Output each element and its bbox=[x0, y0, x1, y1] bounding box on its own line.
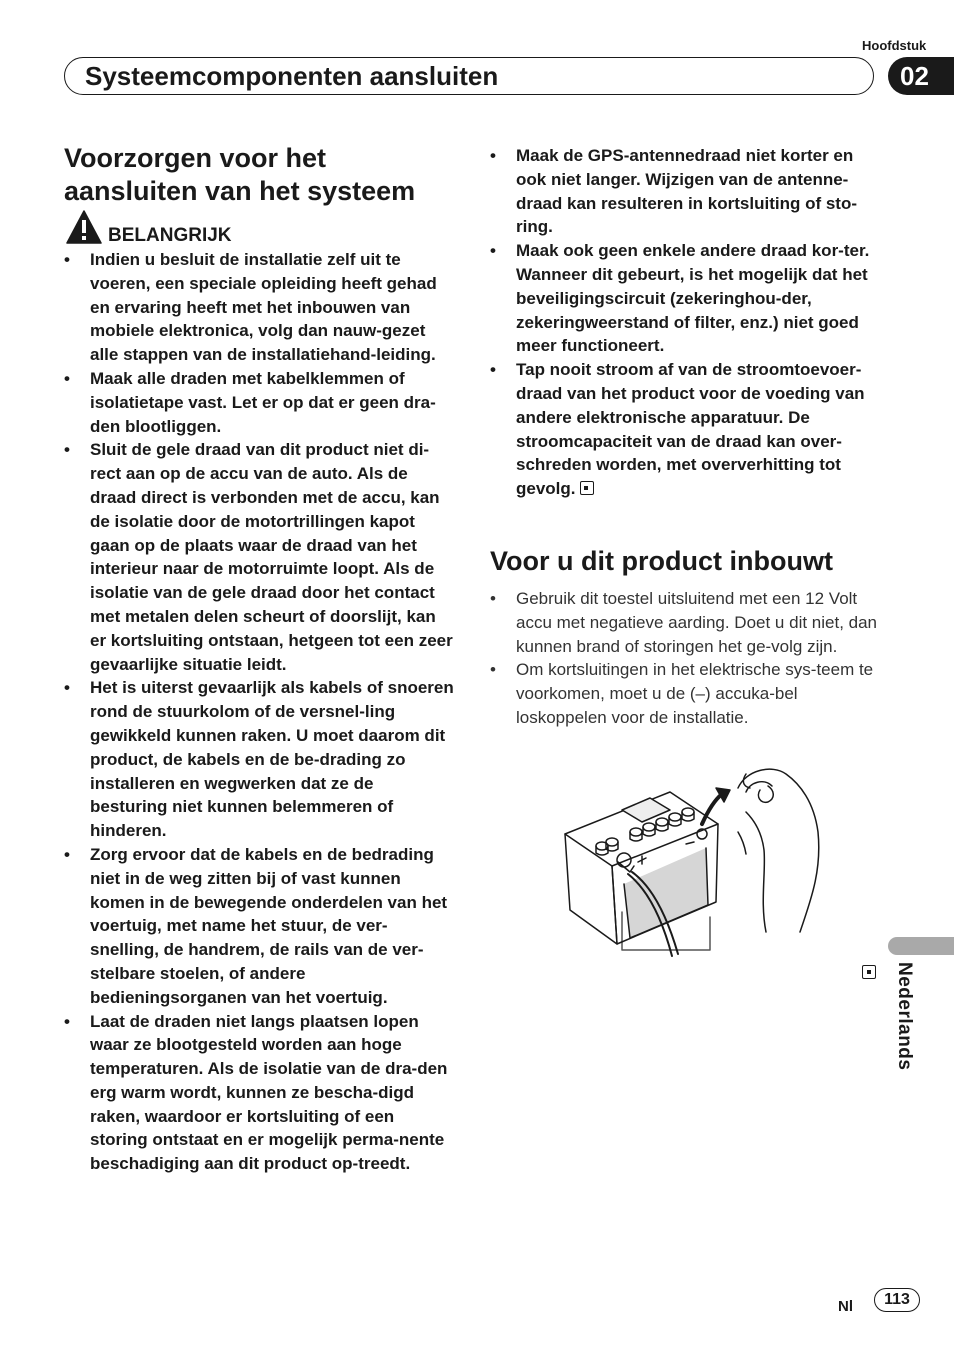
before-install-heading: Voor u dit product inbouwt bbox=[490, 546, 833, 576]
chapter-number: 02 bbox=[900, 61, 929, 91]
list-item bbox=[490, 358, 880, 501]
precautions-list-continued bbox=[490, 144, 880, 501]
warning-triangle-icon bbox=[66, 210, 102, 244]
chapter-label: Hoofdstuk bbox=[862, 38, 927, 53]
list-item: • Het is uiterst gevaarlijk als kabels of snoeren rond de stuurkolom of de versnel-ling gewikkeld kunnen raken. U moet daarom dit product, de kabels en de be-drading zo installeren en wegwerken dat ze de besturing niet kunnen belemmeren of hinderen. bbox=[64, 676, 454, 843]
list-item: • Maak de GPS-antennedraad niet korter en ook niet langer. Wijzigen van de antenne-draad kan resulteren in kortsluiting of sto-ring. bbox=[490, 144, 880, 239]
list-item: • Gebruik dit toestel uitsluitend met een 12 Volt accu met negatieve aarding. Doet u dit niet, dan kunnen brand of storingen het ge-volg zijn. bbox=[490, 587, 880, 658]
list-item: • Sluit de gele draad van dit product niet di-rect aan op de accu van de auto. Als de draad direct is verbonden met de accu, kan de isolatie door de motortrillingen kapot gaan op de plaats waar de draad van het interieur naar de motorruimte loopt. Als de isolatie van de gele draad door het contact met metalen delen scheurt of doorslijt, kan er kortsluiting ontstaan, hetgeen tot een zeer gevaarlijke situatie leidt. bbox=[64, 438, 454, 676]
battery-disconnect-illustration bbox=[560, 762, 830, 960]
section-header-bar bbox=[64, 57, 874, 95]
chapter-tab bbox=[888, 57, 954, 95]
list-item: • Laat de draden niet langs plaatsen lopen waar ze blootgesteld worden aan hoge temperaturen. Als de isolatie van de dra-den erg warm wordt, kunnen ze bescha-digd raken, waardoor er kortsluiting of een storing ontstaat en er mogelijk perma-nente beschadiging aan dit product op-treedt. bbox=[64, 1010, 454, 1177]
precautions-heading bbox=[64, 142, 415, 208]
page-number: 113 bbox=[874, 1288, 920, 1312]
list-item: • Indien u besluit de installatie zelf uit te voeren, een speciale opleiding heeft gehad en ervaring heeft met het inbouwen van mobiele elektronica, volg dan nauw-gezet alle stappen van de installatiehand-leiding. bbox=[64, 248, 454, 367]
section-header-title: Systeemcomponenten aansluiten bbox=[85, 61, 499, 91]
before-install-list bbox=[490, 587, 880, 730]
list-item-text: Tap nooit stroom af van de stroomtoevoer-draad van het product voor de voeding van andere elektronische apparatuur. De stroomcapaciteit van de draad kan over-schreden worden, met oververhitting tot gevolg. bbox=[516, 360, 865, 499]
precautions-list bbox=[64, 248, 454, 1176]
side-language-label: Nederlands bbox=[894, 962, 915, 1071]
important-label: BELANGRIJK bbox=[108, 225, 232, 246]
precautions-heading-line2: aansluiten van het systeem bbox=[64, 176, 416, 206]
list-item: • Om kortsluitingen in het elektrische sys-teem te voorkomen, moet u de (–) accuka-bel loskoppelen voor de installatie. bbox=[490, 658, 880, 729]
end-of-section-icon bbox=[862, 965, 876, 979]
footer-language-code: Nl bbox=[838, 1298, 853, 1315]
end-of-section-icon bbox=[580, 481, 594, 495]
list-item: • Maak ook geen enkele andere draad kor-ter. Wanneer dit gebeurt, is het mogelijk dat het beveiligingscircuit (zekeringhou-der, zekeringweerstand of filter, enz.) niet goed meer functioneert. bbox=[490, 239, 880, 358]
language-side-tab bbox=[888, 937, 954, 955]
precautions-heading-line1: Voorzorgen voor het bbox=[64, 143, 327, 173]
list-item: • Maak alle draden met kabelklemmen of isolatietape vast. Let er op dat er geen dra-den blootliggen. bbox=[64, 367, 454, 438]
list-item: • Zorg ervoor dat de kabels en de bedrading niet in de weg zitten bij of vast kunnen komen in de bewegende onderdelen van het voertuig, met name het stuur, de ver-snelling, de handrem, de rails van de ver-stelbare stoelen, of andere bedieningsorganen van het voertuig. bbox=[64, 843, 454, 1010]
